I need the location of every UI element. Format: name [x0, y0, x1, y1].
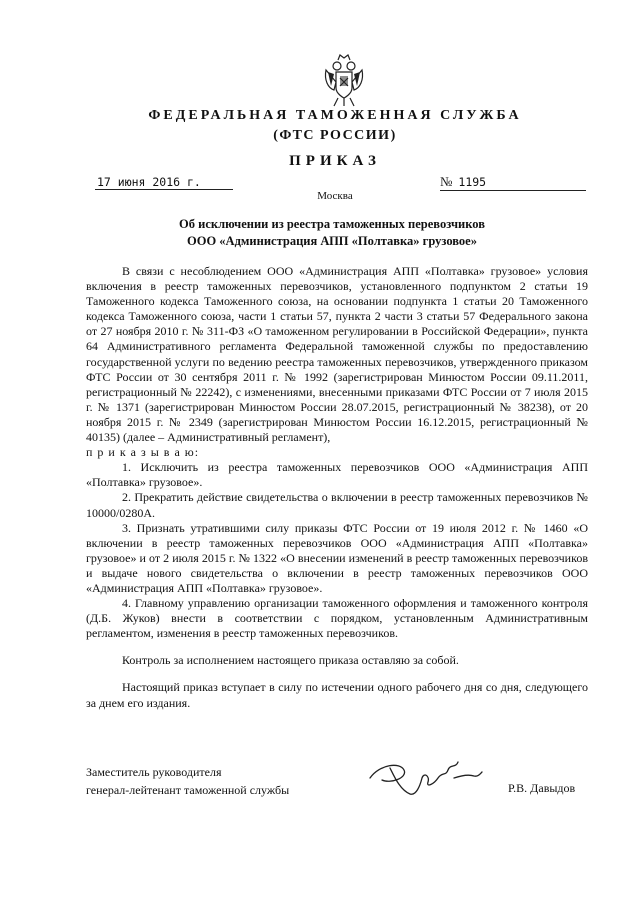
- order-word: п р и к а з ы в а ю:: [86, 445, 200, 460]
- signatory-name: Р.В. Давыдов: [508, 781, 576, 795]
- document-body: [86, 264, 588, 711]
- handwritten-signature: [360, 750, 490, 800]
- document-type: ПРИКАЗ: [289, 153, 381, 169]
- order-item-1: 1. Исключить из реестра таможенных перевозчиков ООО «Администрация АПП «Полтавка» грузовое».: [86, 460, 588, 490]
- document-title-line2: ООО «Администрация АПП «Полтавка» грузовое»: [187, 234, 477, 248]
- effective-paragraph: Настоящий приказ вступает в силу по истечении одного рабочего дня со дня, следующего за днем его издания.: [86, 680, 588, 710]
- agency-name: ФЕДЕРАЛЬНАЯ ТАМОЖЕННАЯ СЛУЖБА: [148, 108, 522, 123]
- order-item-4: 4. Главному управлению организации таможенного оформления и таможенного контроля (Д.Б. Жуков) внести в соответствии с порядком, установленным Административным регламентом, изменения в реестр таможенных перевозчиков.: [86, 596, 588, 641]
- order-date: 17 июня 2016 г.: [95, 176, 233, 190]
- control-paragraph: Контроль за исполнением настоящего приказа оставляю за собой.: [122, 653, 459, 668]
- signatory-position: [86, 763, 289, 799]
- order-number: [440, 174, 586, 191]
- order-item-2: 2. Прекратить действие свидетельства о включении в реестр таможенных перевозчиков № 10000/0280А.: [86, 490, 588, 520]
- position-line-2: генерал-лейтенант таможенной службы: [86, 783, 290, 797]
- document-title-line1: Об исключении из реестра таможенных перевозчиков: [179, 217, 485, 231]
- preamble-paragraph: В связи с несоблюдением ООО «Администрация АПП «Полтавка» грузовое» условия включения в реестр таможенных перевозчиков, установленного подпунктом 2 статьи 19 Таможенного кодекса Таможенного союза, на основании подпункта 1 статьи 20 Таможенного кодекса Таможенного союза, части 1 статьи 57, пункта 2 части 3 статьи 57 Федерального закона от 27 ноября 2010 г. № 311-ФЗ «О таможенном регулировании в Российской Федерации», пункта 64 Административного регламента Федеральной таможенной службы по предоставлению государственной услуги по ведению реестра таможенных перевозчиков, утвержденного приказом ФТС России от 30 сентября 2011 г. № 1992 (зарегистрирован Минюстом России 09.11.2011, регистрационный № 22242), с изменениями, внесенными приказами ФТС России от 7 июля 2015 г. № 1371 (зарегистрирован Минюстом России 28.07.2015, регистрационный № 38238), от 20 ноября 2015 г. № 2349 (зарегистрирован Минюстом России 16.12.2015, регистрационный № 40135) (далее – Административный регламент),: [86, 264, 588, 445]
- order-item-3: 3. Признать утратившими силу приказы ФТС России от 19 июля 2012 г. № 1460 «О включении в реестр таможенных перевозчиков ООО «Администрация АПП «Полтавка» грузовое» и от 2 июля 2015 г. № 1322 «О внесении изменений в реестр таможенных перевозчиков и выдаче нового свидетельства о включении в реестр таможенных перевозчиков ООО «Администрация АПП «Полтавка» грузовое».: [86, 520, 588, 595]
- number-value: 1195: [458, 175, 487, 189]
- number-label: №: [440, 174, 453, 189]
- city: Москва: [317, 190, 353, 202]
- agency-abbreviation: (ФТС РОССИИ): [273, 128, 397, 143]
- position-line-1: Заместитель руководителя: [86, 765, 222, 779]
- coat-of-arms-icon: [322, 52, 366, 108]
